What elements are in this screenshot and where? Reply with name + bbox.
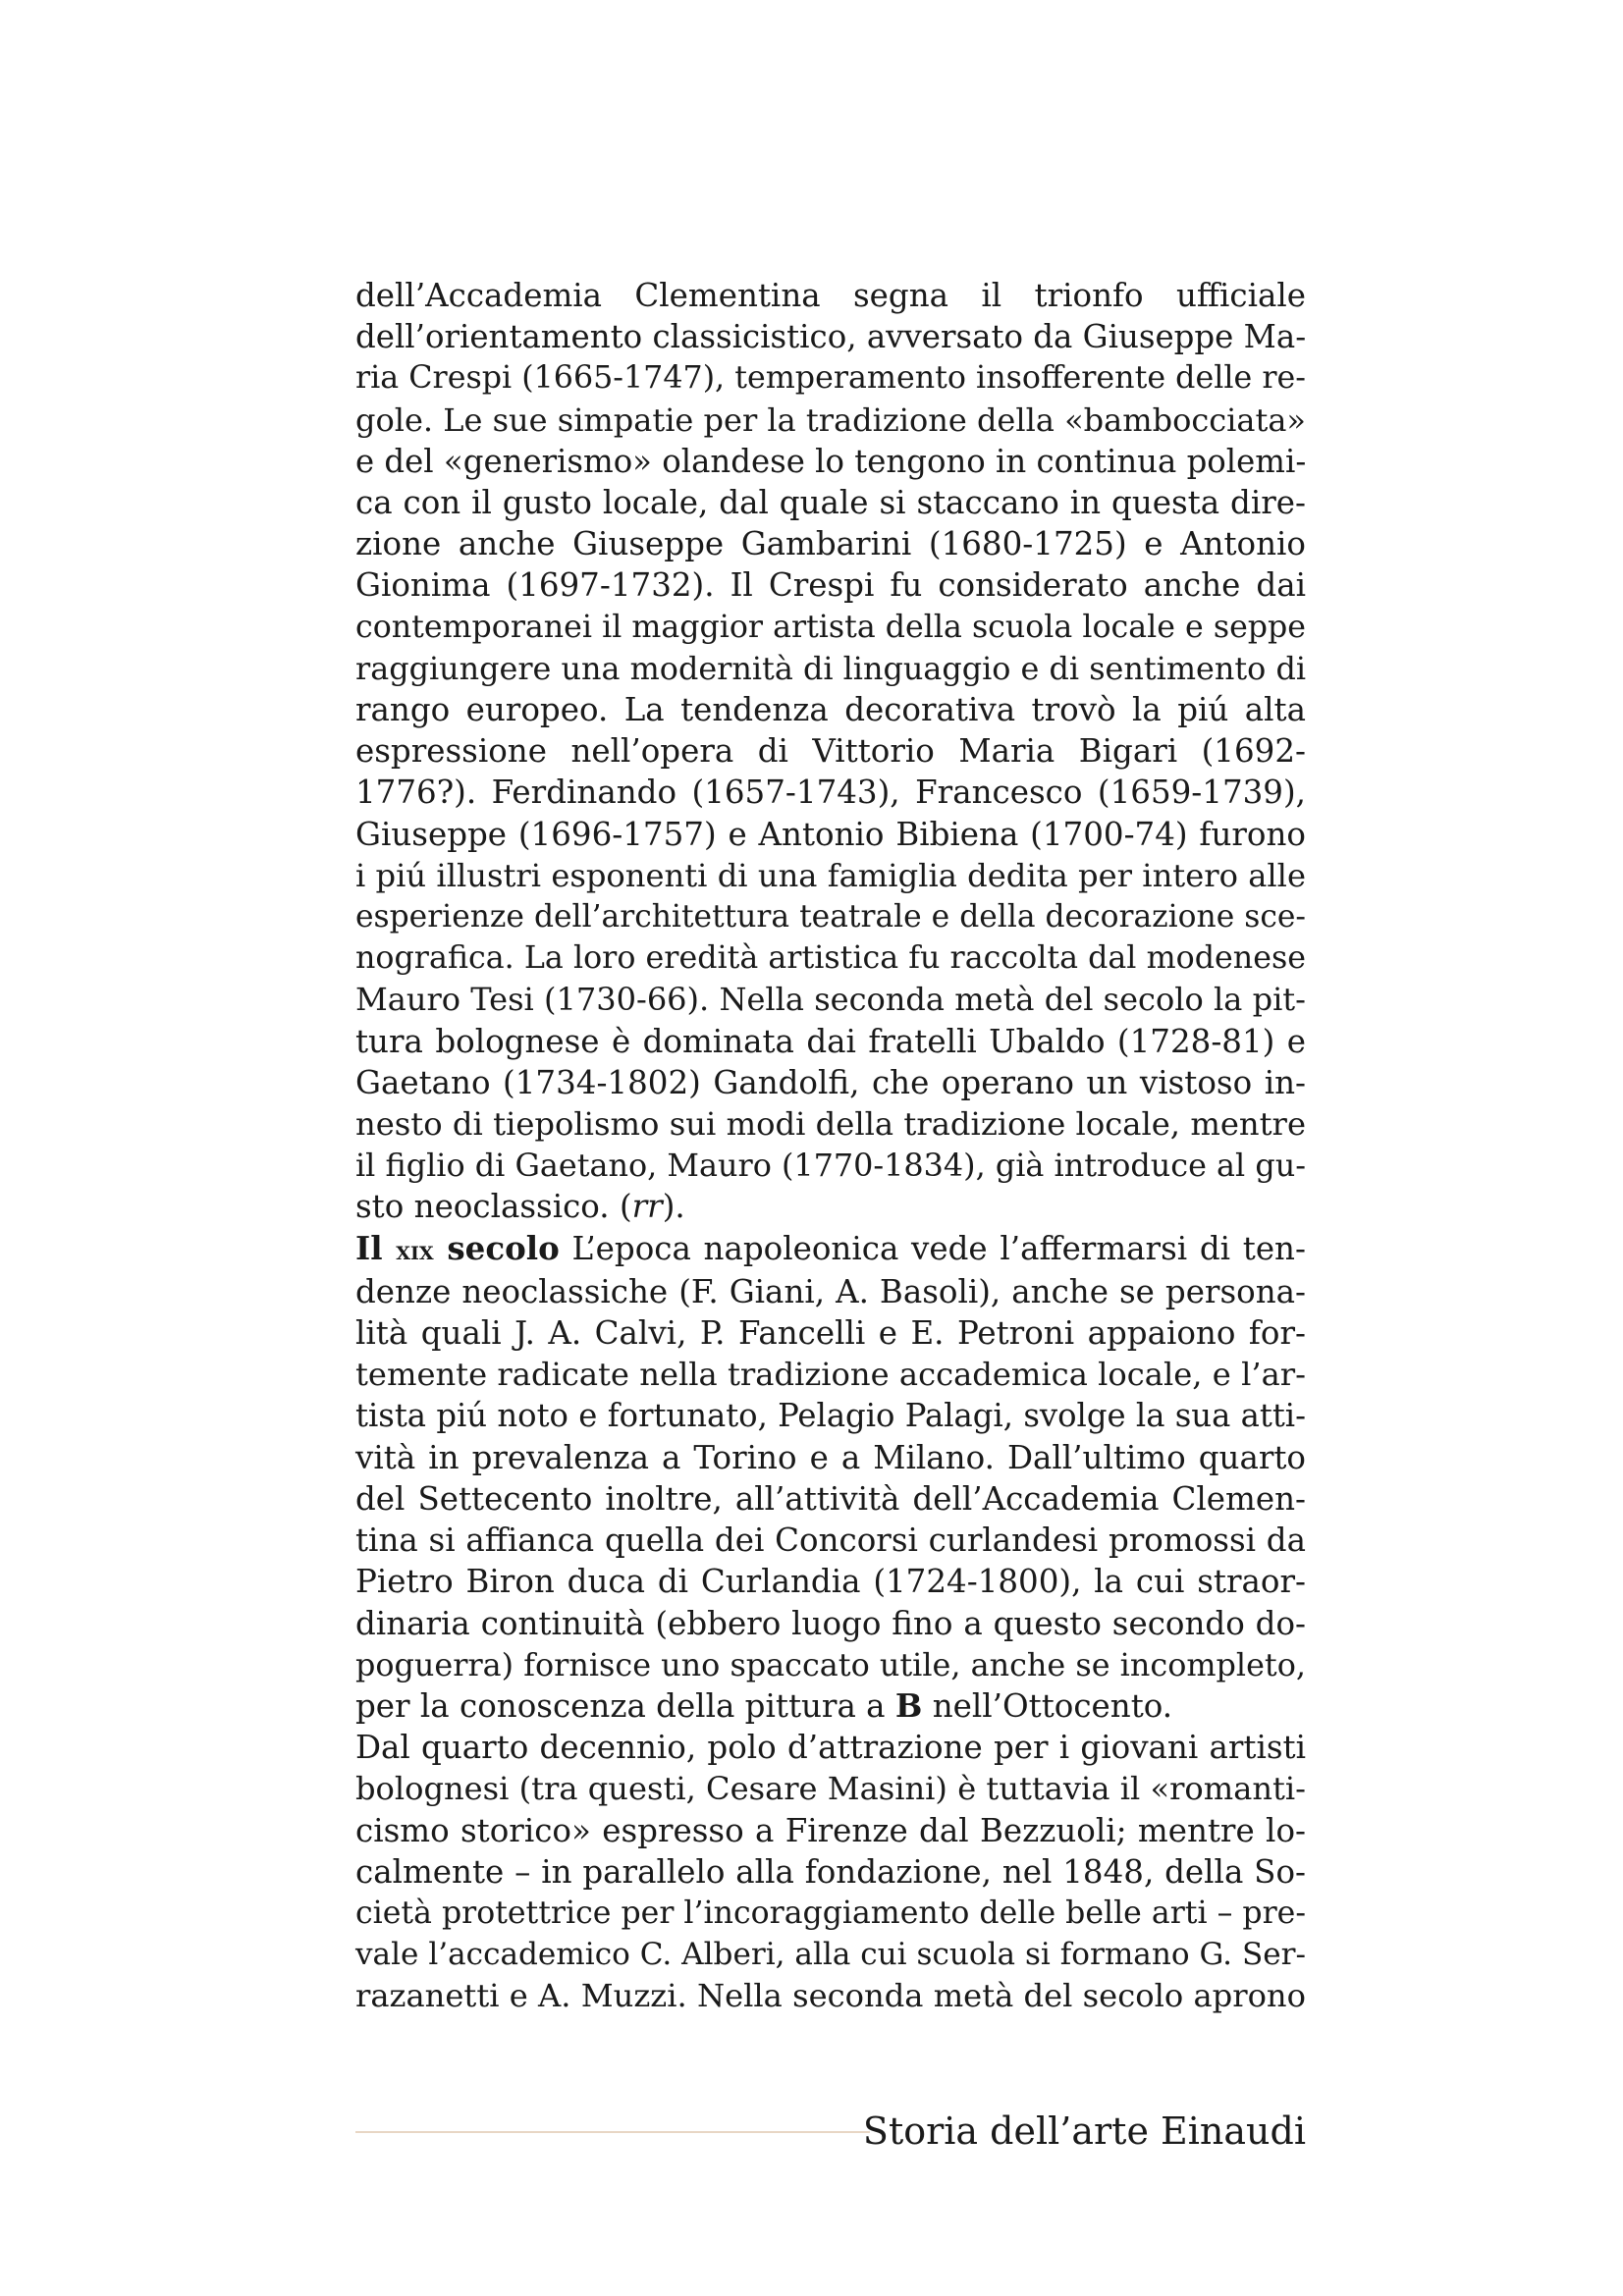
paragraph-1-line: dell’Accademia Clementina segna il trionfo ufficiale xyxy=(355,277,1306,314)
paragraph-2-last-line-end: nell’Ottocento. xyxy=(922,1686,1173,1725)
paragraph-3-line: razanetti e A. Muzzi. Nella seconda metà del secolo aprono xyxy=(355,1977,1306,2015)
paragraph-2-last-line-text: per la conoscenza della pittura a xyxy=(355,1686,895,1725)
paragraph-3 xyxy=(355,1727,1306,2016)
paragraph-2 xyxy=(355,1228,1306,1727)
paragraph-2-last-line xyxy=(355,1685,1306,1727)
paragraph-3-line: calmente – in parallelo alla fondazione, nel 1848, della So- xyxy=(355,1852,1306,1891)
paragraph-1-last-line-end: ). xyxy=(662,1188,685,1226)
paragraph-1-line: e del «generismo» olandese lo tengono in continua polemi- xyxy=(355,442,1307,480)
paragraph-2-line: temente radicate nella tradizione accademica locale, e l’ar- xyxy=(355,1356,1306,1394)
paragraph-2-line: tina si affianca quella dei Concorsi curlandesi promossi da xyxy=(355,1522,1306,1560)
paragraph-1-line: rango europeo. La tendenza decorativa trovò la piú alta xyxy=(355,691,1306,729)
footer-title: Storia dell’arte Einaudi xyxy=(862,2109,1306,2153)
paragraph-3-line: Dal quarto decennio, polo d’attrazione per i giovani artisti xyxy=(355,1729,1306,1767)
paragraph-1-line: il figlio di Gaetano, Mauro (1770-1834), già introduce al gu- xyxy=(355,1147,1306,1185)
paragraph-1-line: espressione nell’opera di Vittorio Maria Bigari (1692- xyxy=(355,732,1306,771)
paragraph-1-line: gole. Le sue simpatie per la tradizione della «bambocciata» xyxy=(355,400,1306,439)
paragraph-2-line: vità in prevalenza a Torino e a Milano. Dall’ultimo quarto xyxy=(355,1438,1306,1476)
paragraph-2-line: del Settecento inoltre, all’attività dell’Accademia Clemen- xyxy=(355,1479,1306,1518)
section-heading: Il xix secolo xyxy=(355,1228,560,1267)
paragraph-2-line: Pietro Biron duca di Curlandia (1724-1800), la cui straor- xyxy=(355,1563,1306,1601)
paragraph-1-line: nografica. La loro eredità artistica fu raccolta dal modenese xyxy=(355,940,1306,977)
paragraph-1-line: 1776?). Ferdinando (1657-1743), Francesco (1659-1739), xyxy=(355,774,1306,812)
paragraph-2-first-line xyxy=(355,1228,1306,1271)
paragraph-1-line: raggiungere una modernità di linguaggio e di sentimento di xyxy=(355,649,1306,687)
paragraph-3-line: vale l’accademico C. Alberi, alla cui scuola si formano G. Ser- xyxy=(355,1937,1306,1973)
bologna-abbreviation: B xyxy=(894,1685,923,1725)
paragraph-1-line: Gionima (1697-1732). Il Crespi fu considerato anche dai xyxy=(355,566,1306,605)
paragraph-1-last-line-text: sto neoclassico. ( xyxy=(355,1188,632,1226)
paragraph-2-line: dinaria continuità (ebbero luogo fino a questo secondo do- xyxy=(355,1604,1306,1642)
paragraph-1 xyxy=(355,275,1306,1228)
paragraph-2-line: lità quali J. A. Calvi, P. Fancelli e E. Petroni appaiono for- xyxy=(355,1314,1306,1353)
paragraph-1-line: ria Crespi (1665-1747), temperamento insofferente delle re- xyxy=(355,360,1306,397)
paragraph-3-line: cismo storico» espresso a Firenze dal Bezzuoli; mentre lo- xyxy=(355,1811,1306,1849)
paragraph-1-line: ca con il gusto locale, dal quale si staccano in questa dire- xyxy=(355,484,1306,522)
paragraph-1-last-line xyxy=(355,1186,1306,1227)
paragraph-1-line: contemporanei il maggior artista della scuola locale e seppe xyxy=(355,609,1306,645)
paragraph-1-line: zione anche Giuseppe Gambarini (1680-1725) e Antonio xyxy=(355,525,1306,563)
paragraph-2-line: poguerra) fornisce uno spaccato utile, anche se incompleto, xyxy=(355,1645,1306,1683)
paragraph-1-line: Mauro Tesi (1730-66). Nella seconda metà del secolo la pit- xyxy=(355,981,1306,1019)
paragraph-1-line: nesto di tiepolismo sui modi della tradizione locale, mentre xyxy=(355,1105,1306,1144)
paragraph-3-line: bolognesi (tra questi, Cesare Masini) è tuttavia il «romanti- xyxy=(355,1770,1306,1808)
body-text xyxy=(355,275,1306,2017)
paragraph-3-line: cietà protettrice per l’incoraggiamento delle belle arti – pre- xyxy=(355,1895,1306,1931)
paragraph-2-line: tista piú noto e fortunato, Pelagio Palagi, svolge la sua atti- xyxy=(355,1397,1306,1435)
paragraph-1-line: esperienze dell’architettura teatrale e della decorazione sce- xyxy=(355,899,1306,935)
paragraph-1-line: Gaetano (1734-1802) Gandolfi, che operano un vistoso in- xyxy=(355,1063,1306,1101)
paragraph-1-line: i piú illustri esponenti di una famiglia dedita per intero alle xyxy=(355,856,1306,894)
paragraph-1-line: tura bolognese è dominata dai fratelli Ubaldo (1728-81) e xyxy=(355,1022,1306,1060)
author-initials: rr xyxy=(631,1188,663,1226)
footer-rule xyxy=(355,2131,870,2133)
paragraph-2-line: denze neoclassiche (F. Giani, A. Basoli), anche se persona- xyxy=(355,1272,1306,1310)
paragraph-2-first-line-text: L’epoca napoleonica vede l’affermarsi di ten- xyxy=(571,1229,1306,1267)
paragraph-1-line: dell’orientamento classicistico, avversato da Giuseppe Ma- xyxy=(355,318,1307,356)
paragraph-1-line: Giuseppe (1696-1757) e Antonio Bibiena (1700-74) furono xyxy=(355,815,1306,853)
